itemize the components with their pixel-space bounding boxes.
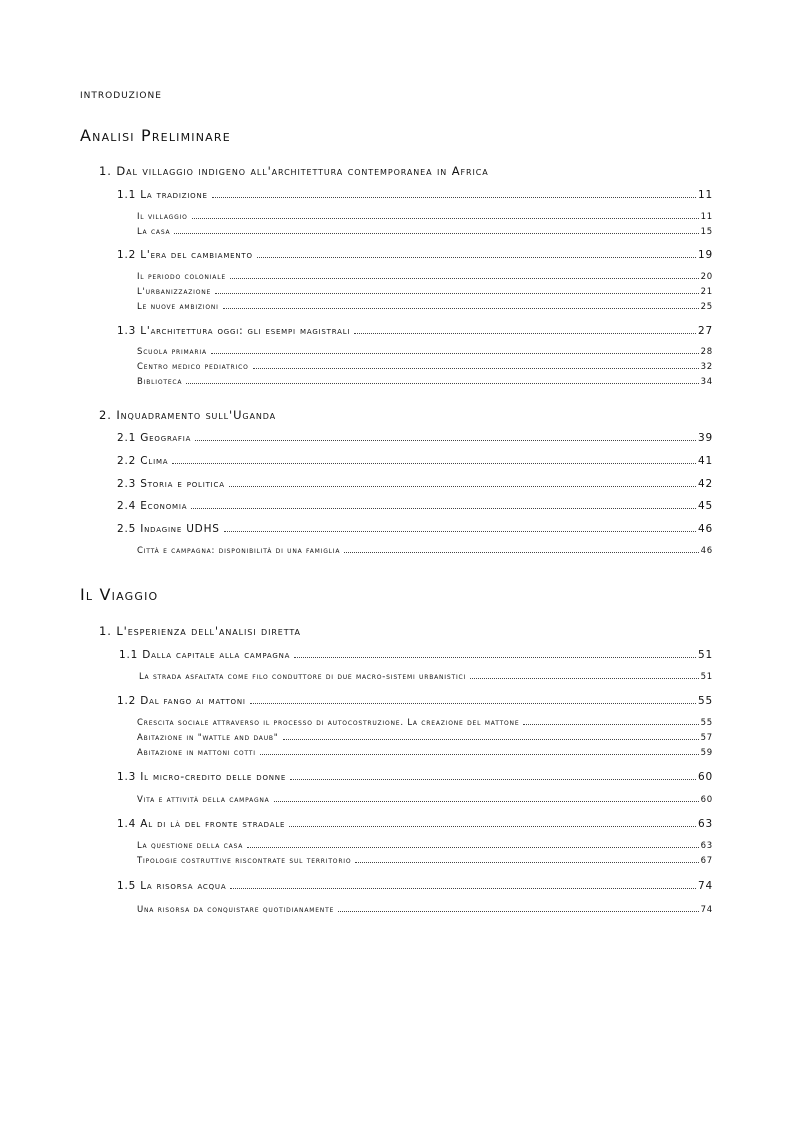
toc-subsection-title: Vita e attività della campagna: [137, 795, 270, 805]
dot-leader: [215, 293, 698, 294]
dot-leader: [283, 739, 699, 740]
dot-leader: [230, 888, 696, 889]
chapter-title: 1. L'esperienza dell'analisi diretta: [99, 624, 301, 638]
toc-page-number: 60: [700, 795, 713, 805]
dot-leader: [354, 333, 696, 334]
toc-page-number: 28: [700, 347, 713, 357]
toc-subsection-row[interactable]: [137, 856, 713, 866]
toc-subsection-row[interactable]: [137, 227, 713, 237]
toc-page-number: 42: [698, 478, 713, 490]
toc-page-number: 39: [698, 432, 713, 444]
toc-subsection-title: Le nuove ambizioni: [137, 302, 219, 312]
toc-subsection-title: Una risorsa da conquistare quotidianamente: [137, 905, 335, 915]
toc-page-number: 25: [700, 302, 713, 312]
toc-subsection-row[interactable]: [137, 362, 713, 372]
toc-subsection-title: Città e campagna: disponibilità di una famiglia: [137, 546, 341, 556]
part-title: Il Viaggio: [80, 585, 159, 604]
toc-page-number: 11: [700, 212, 713, 222]
toc-page-number: 41: [698, 455, 713, 467]
toc-subsection-title: La strada asfaltata come filo conduttore di due macro-sistemi urbanistici: [139, 672, 467, 682]
dot-leader: [338, 911, 698, 912]
toc-subsection-title: Scuola primaria: [137, 347, 207, 357]
toc-section-title: 2.5 Indagine UDHS: [117, 523, 220, 535]
toc-section-title: 1.4 Al di là del fronte stradale: [117, 818, 286, 830]
toc-subsection-title: Il villaggio: [137, 212, 188, 222]
toc-section-title: 2.1 Geografia: [117, 432, 192, 444]
toc-section-row[interactable]: [117, 249, 713, 261]
dot-leader: [224, 531, 696, 532]
dot-leader: [195, 440, 696, 441]
dot-leader: [257, 257, 696, 258]
toc-page-number: 21: [700, 287, 713, 297]
toc-subsection-row[interactable]: [137, 748, 713, 758]
toc-subsection-title: Tipologie costruttive riscontrate sul territorio: [137, 856, 352, 866]
dot-leader: [274, 801, 699, 802]
toc-subsection-row[interactable]: [137, 546, 713, 556]
dot-leader: [230, 278, 699, 279]
dot-leader: [260, 754, 699, 755]
toc-section-title: 1.3 Il micro-credito delle donne: [117, 771, 287, 783]
toc-subsection-title: Abitazione in "wattle and daub": [137, 733, 279, 743]
toc-page-number: 32: [700, 362, 713, 372]
toc-section-row[interactable]: [117, 695, 713, 707]
toc-page-number: 46: [700, 546, 713, 556]
toc-section-row[interactable]: [119, 649, 713, 661]
toc-page-number: 34: [700, 377, 713, 387]
toc-page-number: 55: [700, 718, 713, 728]
toc-section-title: 1.5 La risorsa acqua: [117, 880, 227, 892]
toc-page-number: 63: [700, 841, 713, 851]
toc-subsection-title: Il periodo coloniale: [137, 272, 226, 282]
dot-leader: [294, 657, 696, 658]
toc-page-number: 51: [700, 672, 713, 682]
toc-subsection-row[interactable]: [137, 841, 713, 851]
toc-subsection-row[interactable]: [137, 347, 713, 357]
intro-heading: introduzione: [80, 86, 162, 101]
toc-section-title: 1.1 Dalla capitale alla campagna: [119, 649, 291, 661]
dot-leader: [523, 724, 698, 725]
toc-page-number: 74: [698, 880, 713, 892]
toc-subsection-row[interactable]: [137, 302, 713, 312]
toc-section-row[interactable]: [117, 325, 713, 337]
toc-page-number: 57: [700, 733, 713, 743]
dot-leader: [247, 847, 698, 848]
toc-section-title: 1.1 La tradizione: [117, 189, 208, 201]
toc-section-row[interactable]: [117, 478, 713, 490]
dot-leader: [191, 508, 696, 509]
toc-page-number: 46: [698, 523, 713, 535]
toc-page-number: 55: [698, 695, 713, 707]
toc-page-number: 20: [700, 272, 713, 282]
toc-page-number: 59: [700, 748, 713, 758]
toc-subsection-title: Crescita sociale attraverso il processo di autocostruzione. La creazione del mattone: [137, 718, 520, 728]
dot-leader: [253, 368, 699, 369]
toc-section-row[interactable]: [117, 523, 713, 535]
toc-section-row[interactable]: [117, 432, 713, 444]
toc-section-title: 2.3 Storia e politica: [117, 478, 225, 490]
part-title: Analisi Preliminare: [80, 126, 231, 145]
toc-subsection-row[interactable]: [137, 272, 713, 282]
toc-subsection-row[interactable]: [137, 718, 713, 728]
toc-section-row[interactable]: [117, 818, 713, 830]
toc-section-title: 2.2 Clima: [117, 455, 169, 467]
dot-leader: [172, 463, 696, 464]
dot-leader: [174, 233, 698, 234]
dot-leader: [355, 862, 698, 863]
dot-leader: [250, 703, 696, 704]
toc-subsection-title: Biblioteca: [137, 377, 183, 387]
toc-subsection-row[interactable]: [137, 905, 713, 915]
dot-leader: [211, 353, 699, 354]
toc-subsection-row[interactable]: [137, 795, 713, 805]
dot-leader: [212, 197, 696, 198]
toc-subsection-title: La questione della casa: [137, 841, 244, 851]
toc-page-number: 11: [698, 189, 713, 201]
toc-subsection-row[interactable]: [137, 287, 713, 297]
toc-subsection-title: L'urbanizzazione: [137, 287, 212, 297]
toc-page-number: 27: [698, 325, 713, 337]
toc-section-row[interactable]: [117, 189, 713, 201]
toc-subsection-title: Centro medico pediatrico: [137, 362, 249, 372]
toc-section-row[interactable]: [117, 455, 713, 467]
toc-page-number: 51: [698, 649, 713, 661]
toc-page-number: 15: [700, 227, 713, 237]
toc-page-number: 67: [700, 856, 713, 866]
dot-leader: [192, 218, 699, 219]
toc-section-title: 1.3 L'architettura oggi: gli esempi magistrali: [117, 325, 351, 337]
toc-subsection-row[interactable]: [137, 212, 713, 222]
dot-leader: [223, 308, 699, 309]
toc-subsection-row[interactable]: [139, 672, 713, 682]
toc-subsection-row[interactable]: [137, 377, 713, 387]
chapter-title: 1. Dal villaggio indigeno all'architettura contemporanea in Africa: [99, 164, 489, 178]
toc-section-title: 2.4 Economia: [117, 500, 188, 512]
dot-leader: [344, 552, 698, 553]
dot-leader: [229, 486, 696, 487]
toc-section-title: 1.2 Dal fango ai mattoni: [117, 695, 246, 707]
toc-section-row[interactable]: [117, 500, 713, 512]
toc-page-number: 74: [700, 905, 713, 915]
dot-leader: [290, 779, 696, 780]
toc-section-row[interactable]: [117, 880, 713, 892]
toc-subsection-title: Abitazione in mattoni cotti: [137, 748, 256, 758]
toc-section-title: 1.2 L'era del cambiamento: [117, 249, 253, 261]
chapter-title: 2. Inquadramento sull'Uganda: [99, 408, 277, 422]
toc-section-row[interactable]: [117, 771, 713, 783]
toc-page-number: 45: [698, 500, 713, 512]
toc-page-number: 60: [698, 771, 713, 783]
dot-leader: [470, 678, 699, 679]
dot-leader: [289, 826, 696, 827]
toc-page-number: 63: [698, 818, 713, 830]
toc-subsection-row[interactable]: [137, 733, 713, 743]
toc-subsection-title: La casa: [137, 227, 171, 237]
toc-page-number: 19: [698, 249, 713, 261]
dot-leader: [186, 383, 698, 384]
